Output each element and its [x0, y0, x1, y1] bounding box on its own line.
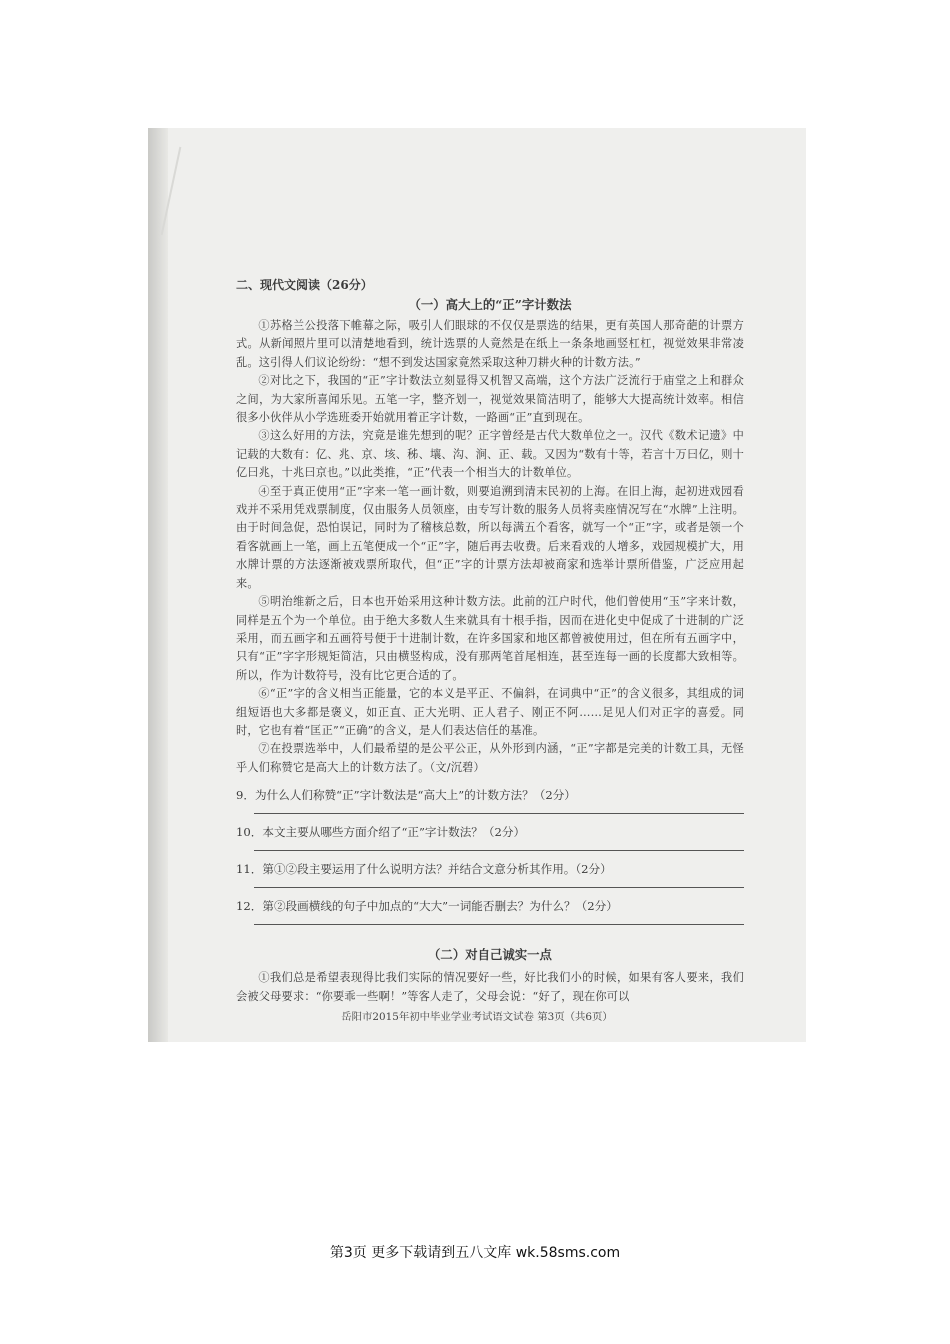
answer-line	[254, 840, 744, 851]
answer-line	[254, 803, 744, 814]
section-heading: 二、现代文阅读（26分）	[236, 278, 373, 292]
answer-line	[254, 877, 744, 888]
question-9: 9．为什么人们称赞“正”字计数法是“高大上”的计数方法？（2分）	[236, 788, 576, 803]
passage1-paragraph: ①苏格兰公投落下帷幕之际，吸引人们眼球的不仅仅是票选的结果，更有英国人那奇葩的计票方式。从新闻照片里可以清楚地看到，统计选票的人竟然是在纸上一条条地画竖杠杠，视觉效果非常凌乱。这引得人们议论纷纷：“想不到发达国家竟然采取这种刀耕火种的计数方法。”	[236, 319, 744, 369]
passage1-paragraph: ③这么好用的方法，究竟是谁先想到的呢？正字曾经是古代大数单位之一。汉代《数术记遗》中记载的大数有：亿、兆、京、垓、秭、壤、沟、涧、正、载。又因为“数有十等，若言十万曰亿，则十亿曰兆，十兆曰京也。”以此类推，“正”代表一个相当大的计数单位。	[236, 429, 744, 480]
passage1-paragraph: ②对比之下，我国的“正”字计数法立刻显得又机智又高端，这个方法广泛流行于庙堂之上和群众之间，为大家所喜闻乐见。五笔一字，整齐划一，视觉效果简洁明了，能够大大提高统计效率。相信很多小伙伴从小学选班委开始就用着正字计数，一路画“正”直到现在。	[236, 374, 744, 425]
question-10: 10．本文主要从哪些方面介绍了“正”字计数法？（2分）	[236, 825, 526, 840]
passage1-title: （一）高大上的“正”字计数法	[408, 297, 572, 312]
question-11: 11．第①②段主要运用了什么说明方法？并结合文意分析其作用。（2分）	[236, 862, 612, 877]
exam-content	[236, 276, 744, 1006]
document-page-footer: 第3页 更多下载请到五八文库 wk.58sms.com	[329, 1245, 621, 1261]
passage1-paragraph: ④至于真正使用“正”字来一笔一画计数，则要追溯到清末民初的上海。在旧上海，起初进戏园看戏并不采用凭戏票制度，仅由服务人员领座，由专写计数的服务人员将卖座情况写在“水牌”上注明。由于时间急促，恐怕误记，同时为了稽核总数，所以每满五个看客，就写一个“正”字，或者是领一个看客就画上一笔，画上五笔便成一个“正”字，随后再去收费。后来看戏的人增多，戏园规模扩大，用水牌计票的方法逐渐被戏票所取代，但“正”字的计票方法却被商家和选举计票所借鉴，广泛应用起来。	[236, 484, 744, 590]
answer-line	[254, 914, 744, 925]
question-12: 12．第②段画横线的句子中加点的“大大”一词能否删去？为什么？（2分）	[236, 899, 618, 914]
passage1-paragraph: ⑦在投票选举中，人们最希望的是公平公正，从外形到内涵，“正”字都是完美的计数工具，无怪乎人们称赞它是高大上的计数方法了。（文/沉碧）	[236, 742, 744, 774]
passage2-paragraph: ①我们总是希望表现得比我们实际的情况要好一些，好比我们小的时候，如果有客人要来，我们会被父母要求：“你要乖一些啊！”等客人走了，父母会说：“好了，现在你可以	[236, 971, 744, 1003]
exam-page-footer: 岳阳市2015年初中毕业学业考试语文试卷 第3页（共6页）	[341, 1011, 613, 1023]
passage1-paragraph: ⑥“正”字的含义相当正能量，它的本义是平正、不偏斜，在词典中“正”的含义很多，其组成的词组短语也大多都是褒义，如正直、正大光明、正人君子、刚正不阿……足见人们对正字的喜爱。同时，它也有着“匡正”“正确”的含义，是人们表达信任的基准。	[236, 687, 744, 737]
passage1-paragraph: ⑤明治维新之后，日本也开始采用这种计数方法。此前的江户时代，他们曾使用“玉”字来计数，同样是五个为一个单位。由于绝大多数人生来就具有十根手指，因而在进化史中促成了十进制的广泛采用，而五画字和五画符号便于十进制计数，在许多国家和地区都曾被使用过，但在所有五画字中，只有“正”字字形规矩简洁，只由横竖构成，没有那两笔首尾相连，甚至连每一画的长度都大致相等。所以，作为计数符号，没有比它更合适的了。	[236, 595, 744, 682]
scanned-exam-page	[148, 128, 806, 1042]
passage2-title: （二）对自己诚实一点	[428, 947, 552, 963]
paper-fold-line	[161, 147, 182, 235]
